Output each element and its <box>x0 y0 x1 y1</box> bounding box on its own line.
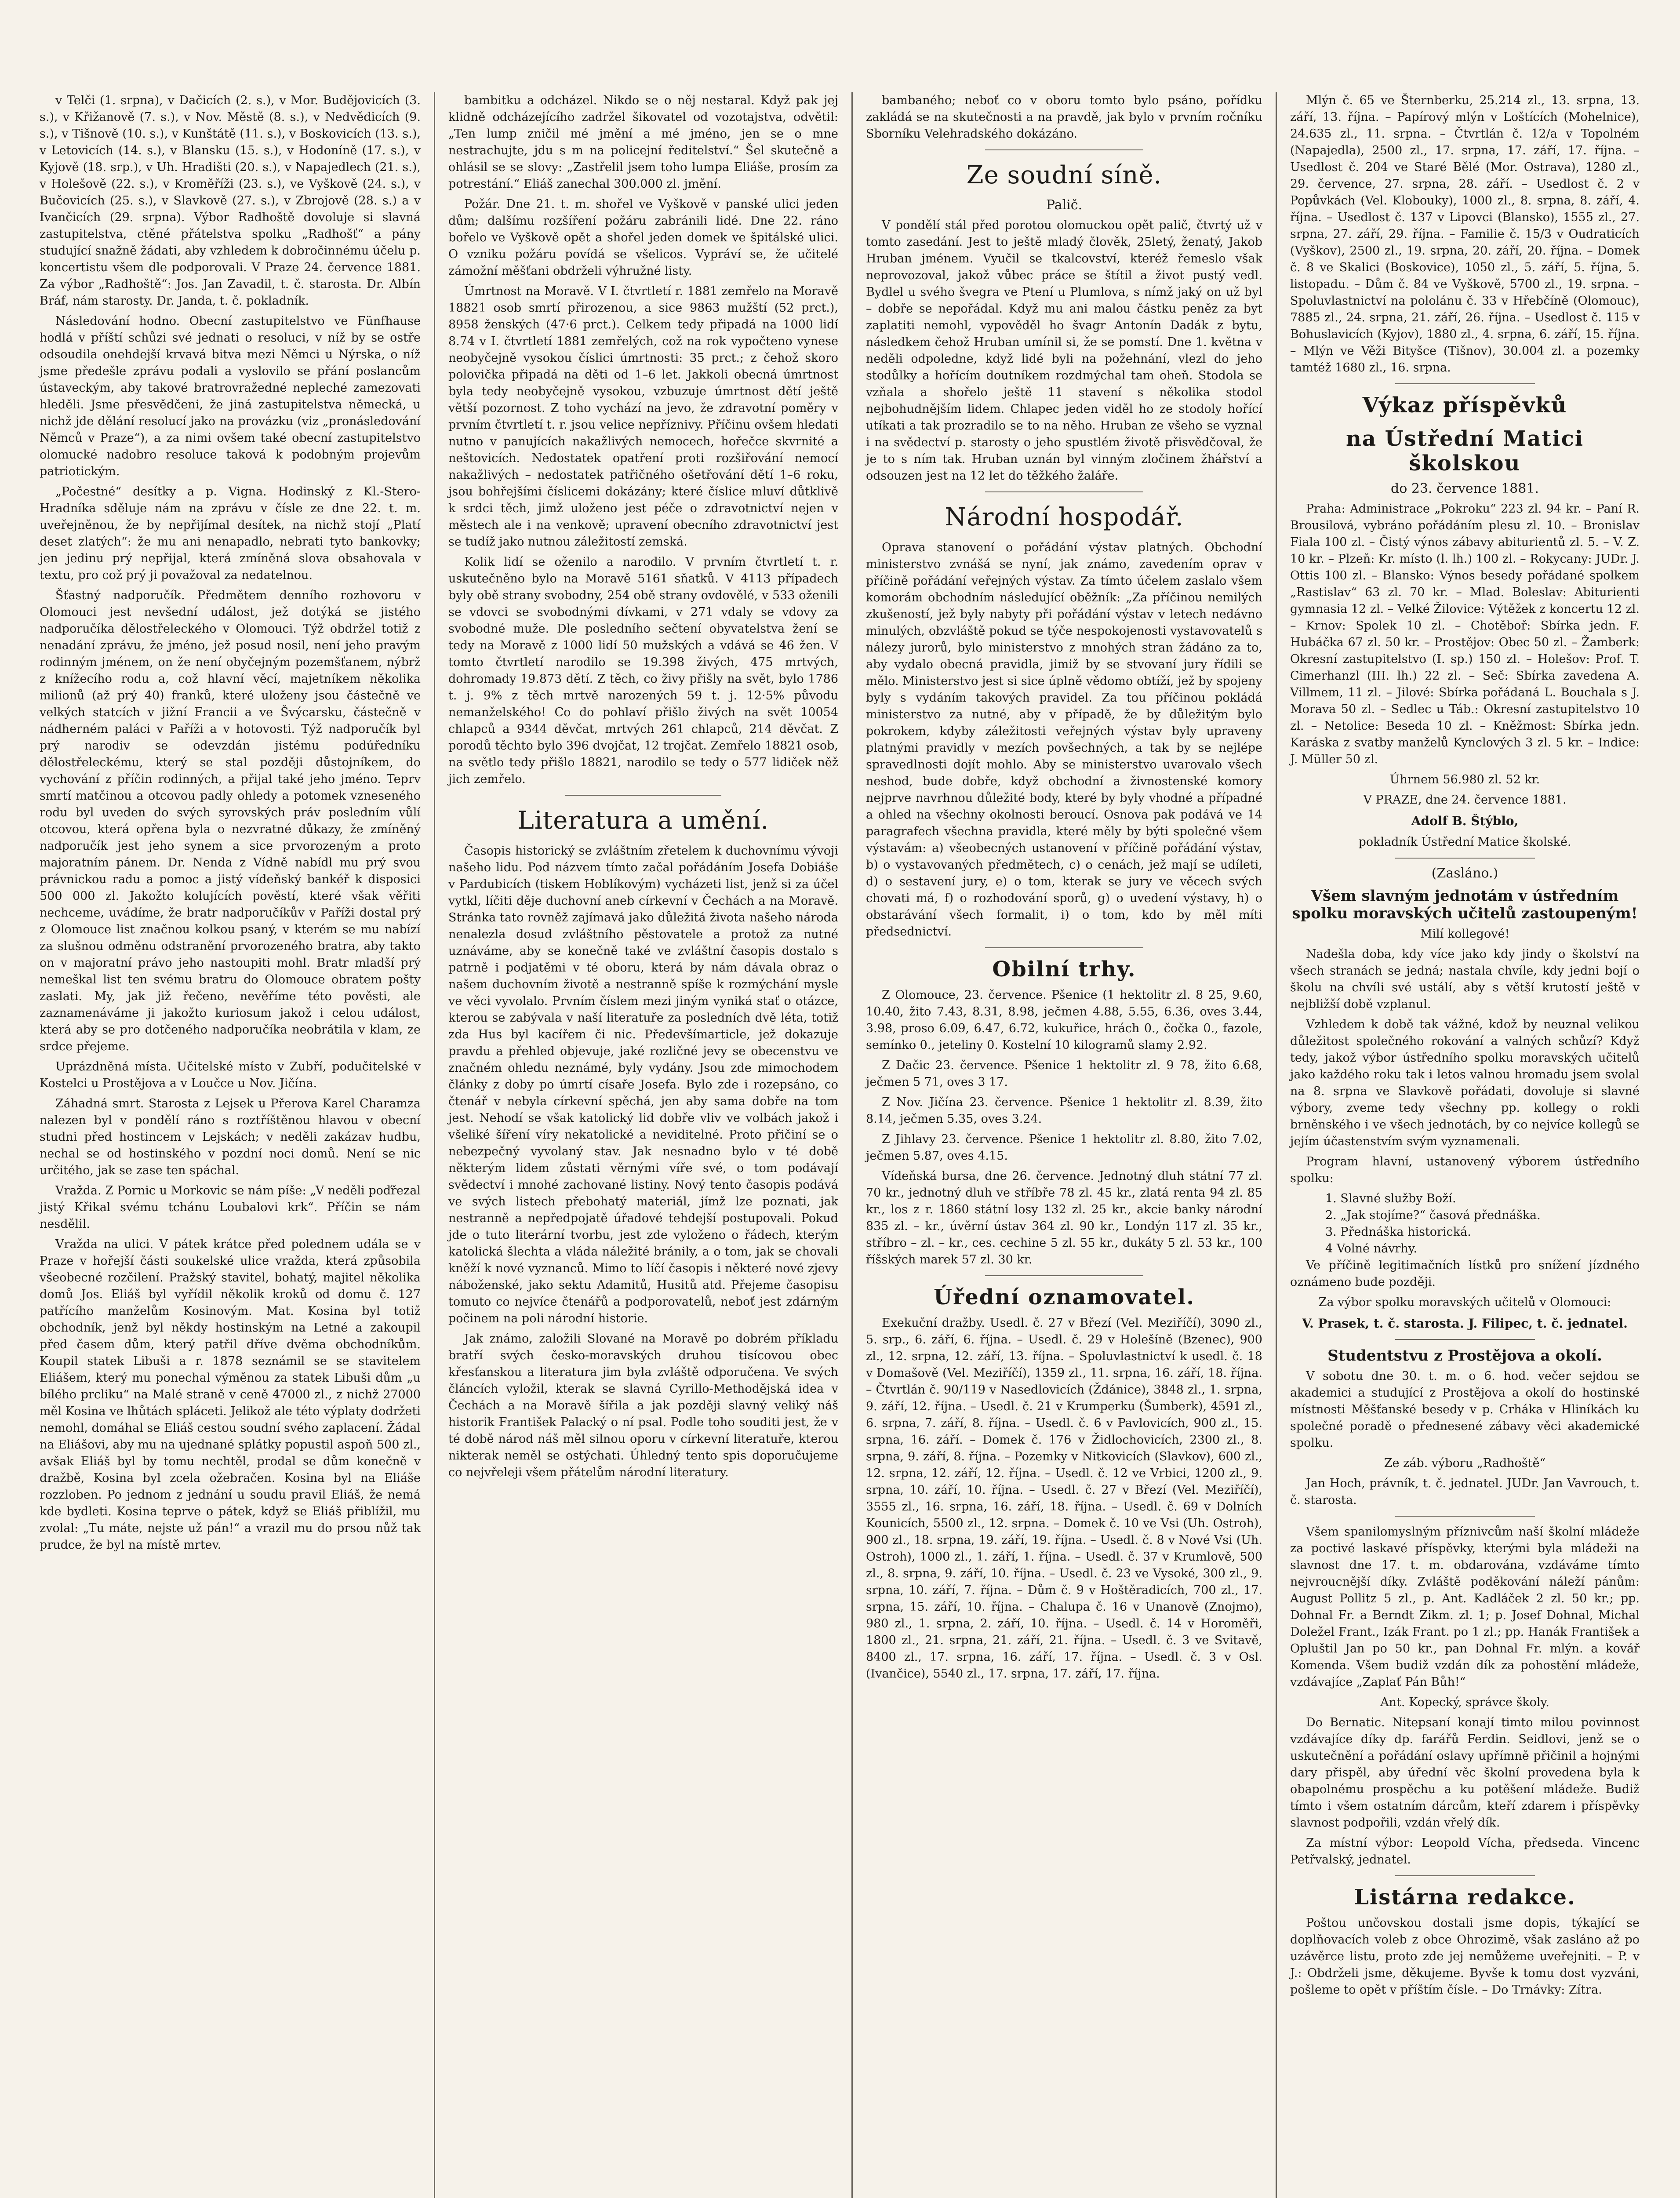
column-1 <box>26 92 435 2198</box>
section-heading-soud: Ze soudní síně. <box>966 161 1162 189</box>
signature-hoch: Jan Hoch, právník, t. č. jednatel. JUDr. Jan Vavrouch, t. č. starosta. <box>1290 1477 1640 1507</box>
article-casopis: Časopis historický se zvláštním zřetelem k duchovnímu vývoji našeho lidu. Pod názvem tímto začal pořádáním Josefa Dobiáše v Pardubicích (tiskem Hoblíkovým) vycházeti list, jenž si za účel vytkl, líčiti děje duchovní aneb církevní v Čechách a na Moravě. Stránka tato rovněž zajímavá jako důležitá života našeho národa nenalezla dosud zvláštního pěstovatele a protož za nutné uznáváme, aby se konečně také ve zvláštní časopis dostalo s patrně i podjatěmi v té oboru, která by nám dávala obraz o našem duchovním životě a nestranně spíše k rozmýchání mysle ve věci vyvolalo. Prvním číslem mezi jiným vyniká stať o otázce, kterou se zabývala v naší literatuře za posledních dvě léta, totiž zda Hus byl kacířem či nic. Předevšímarticle, jež dokazuje pravdu a přehled objevuje, jaké rozličné jevy se obecenstvu ve značném ohledu neznámé, byly vydány. Jsou zde mimochodem články z doby po úmrtí císaře Josefa. Bylo zde i rozepsáno, co čtenář v nebyla církevní spěchá, jen aby sama dobře na tom jest. Nehodí se však katolický lid dobře vliv ve volbách jakož i všeliké šíření víry nekatolické a neviditelné. Proto přičiní se o nebezpečný vyvolaný stav. Jak nesnadno bylo v té době některým lidem zůstati věrnými víře své, o tom podávají svědectví i mnohé zachované listiny. Nový tento časopis podává ve svých listech přebohatý materiál, jímž lze poznati, jak nestranně a nepředpojatě úřadové tehdejší postupovali. Pokud jde o tuto literární tvorbu, jest zde vyloženo o řádech, kterým katolická šlechta a vláda náležité bránily, a o tom, jak se chovali kněží k nové vyznanců. Mimo to líčí časopis i některé nové zjevy náboženské, jako sektu Adamitů, Husitů atd. Přejeme časopisu tomuto co nejvíce čtenářů a podporovatelů, neboť jest zdárným počinem na poli národní historie. <box>448 844 838 1325</box>
article-oprava: Oprava stanovení o pořádání výstav platných. Obchodní ministerstvo zvnášá se nyní, jak známo, zavedením oprav v příčině pořádání veřejných výstav. Za tímto účelem zaslalo všem komorám obchodním následující oběžník: „Za příčinou nemilých zkušeností, jež byly nabyty při pořádání výstav v letech nedávno minulých, obzvláště pokud se týče nespokojenosti vystavovatelů s nálezy jurorů, bylo ministerstvo z mnohých stran žádáno za to, aby vydalo obecná pravidla, jimiž by se stvovaní jury řídili se mělo. Ministerstvo jest si sice úplně vědomo obtíží, jež by spojeny byly s vydáním takových pravidel. Za tou příčinou pokládá ministerstvo za nutné, aby v případě, že by důležitým bylo pokrokem, kdyby záležitosti veřejných výstav byly upraveny platnými pravidly v mezích povšechných, a tak by se nejlépe spravedlnosti dojít mohlo. Aby se ministerstvo uvarovalo všech neshod, bude dobře, když obchodní a živnostenské komory nejprve navrhnou důležité body, které by byly vhodné a případné a ohled na všechny okolnosti beroucí. Osnova pak podává ve 14 paragrafech všechna pravidla, které měly by býti společné všem výstavám: a) všeobecných ustanovení v příčině pořádání výstav, b) o vystavovaných předmětech, c) o cenách, jež mají se udíleti, d) o sestavení jury, e) o tom, kterak se jury ve věcech svých chovati má, f) o rozhodování sporů, g) o uvedení výstavy, h) o obstarávání všech formalit, i) o tom, kdo by měl míti předsednictví. <box>866 541 1262 939</box>
section-heading-uredni: Úřední oznamovatel. <box>934 1285 1195 1310</box>
signature-vicha: Za místní výbor: Leopold Vícha, předseda. Vincenc Petřvalský, jednatel. <box>1290 1836 1640 1867</box>
article-drazby: Exekuční dražby. Usedl. č. 27 v Březí (Vel. Meziříčí), 3090 zl., 5. srp., 6. září, 6. října. – Usedl. č. 29 v Holešíně (Bzenec), 900 zl., 12. srpna, 12. září, 13. října. – Spoluvlastnictví k usedl. č. 18 v Domašově (Vel. Meziříčí), 1359 zl., 11. srpna, 16. září, 18. října. – Čtvrtlán č. 90/119 v Nasedlovicích (Ždánice), 3848 zl., 1. srpna, 9. září, 12. října. – Usedl. č. 21 v Krumperku (Šumberk), 4591 zl., 6. srpna, 7. září, 8. října. – Usedl. č. 6 v Pavlovicích, 900 zl., 15. srpna, 16. září. – Domek č. 176 v Židlochovicích, 2300 zl., 8. srpna, 9. září, 8. října. – Pozemky v Nitkovicích (Slavkov), 600 zl., 12. srpna, 12. září, 12. října. – Usedl. č. 12 ve Vrbici, 1200 zl., 9. srpna, 10. září, 10. října. – Usedl. č. 27 v Březí (Vel. Meziříčí), 3555 zl., 16. srpna, 16. září, 18. října. – Usedl. č. 69 v Dolních Kounicích, 5500 zl., 12. srpna. – Domek č. 10 ve Vsi (Uh. Ostroh), 900 zl., 18. srpna, 19. září, 19. října. – Usedl. č. 8 v Nové Vsi (Uh. Ostroh), 1000 zl., 1. září, 1. října. – Usedl. č. 37 v Krumlově, 500 zl., 8. srpna, 9. září, 10. října. – Usedl. č. 23 ve Vysoké, 300 zl., 9. srpna, 10. září, 7. října. – Dům č. 9 v Hoštěradicích, 700 zl., 17. srpna, 15. září, 10. října. – Chalupa č. 16 v Unanově (Znojmo), 980 zl., 1. srpna, 2. září, 10. října. – Usedl. č. 14 v Horoměři, 1800 zl., 21. srpna, 21. září, 21. října. – Usedl. č. 3 ve Svitavě, 8400 zl., 17. srpna, 16. září, 17. října. – Usedl. č. 3 v Osl. (Ivančice), 5540 zl., 17. srpna, 17. září, 17. října. <box>866 1316 1262 1681</box>
divider <box>1395 858 1535 859</box>
article-stastny: Šťastný nadporučík. Předmětem denního rozhovoru v Olomouci jest nevšední událost, jež dotýká se jistého nadporučíka dělostřeleckého v Olomouci. Týž obdržel totiž z nenadání zprávu, že jméno, jež posud nosil, není jeho pravým rodinným jménem, on že není obyčejným pozemšťanem, nýbrž z knížecího rodu a, což hlavní věcí, majetníkem několika milionů (až prý 40) franků, které uloženy jsou částečně ve velkých statcích v jižní Francii a ve Švýcarsku, částečně v nádherném paláci v Paříži a v hotovosti. Týž nadporučík byl prý narodiv se odevzdán jistému podúředníku dělostřeleckému, který se stal později důstojníkem, do vychování z příčin rodinných, a přijal také jeho jméno. Teprv smrtí matčinou a otcovou padly ohledy a potomek vzneseného rodu byl uveden do svých syrovských práv posledním vůlí otcovou, která opřena byla o nezvratné důkazy, že zmíněný nadporučík jest jeho synem a sice prvorozeným a proto majoratním pánem. Dr. Nenda z Vídně nabídl mu prý svou právnickou radu a pomoc a jistý vídeňský bankéř k disposici 500 000 zl. Jakožto kolujících pověstí, které však věřiti nechceme, uvádíme, že bratr nadporučíkův v Paříži dostal prý z Olomouce list značnou kolkou psaný, v kterém se mu nabízí za slušnou odměnu odstranění prvorozeného bratra, aby takto on v majoratní právo jeho nastoupiti mohl. Bratr mladší prý nemeškal list ten svému bratru do Olomouce obratem pošty zaslati. My, jak již řečeno, nevěříme této pověsti, ale zaznamenáváme ji jakožto kuriosum jakož i celou událost, která aby se pro dotčeného nadporučíka neobrátila v klam, ze srdce přejeme. <box>40 589 421 1053</box>
article-nadesla: Nadešla doba, kdy více jako kdy jindy o školství na všech stranách se jedná; nastala chvíle, kdy jedni bojí o školu na chvíli své ustálí, aby s větší krutostí ještě v nejbližší době vzplanul. <box>1290 947 1640 1011</box>
market-jicin: Z Nov. Jičína 23. července. Pšenice 1 hektolitr zl. 8.39, žito 8.14, ječmen 5.35, oves 3.24. <box>866 1095 1262 1126</box>
article-cont-3: bambaného; neboť co v oboru tomto bylo psáno, pořídku zakládá se na skutečnosti a na pravdě, jak bylo v prvním ročníku Sborníku Velehradského dokázáno. <box>866 94 1262 141</box>
article-vzhledem: Vzhledem k době tak vážné, kdož by neuznal velikou důležitost společného rokování a valných schůzí? Když tedy, jakož výbor ústředního spolku moravských učitelů jako každého roku tak i letos valnou hromadu jsem svolal na 8. srpna ve Slavkově pořádati, dovoluje si slavné výbory, zveme tedy všechny pp. kollegy o rokli brněnského i ve všech jednotách, by co nejvíce kollegů se jejím účastenstvím svým vyznamenali. <box>1290 1018 1640 1148</box>
signature-kopecky: Ant. Kopecký, správce školy. <box>1380 1696 1549 1709</box>
heading-studentstvo: Studentstvu z Prostějova a okolí. <box>1327 1347 1602 1365</box>
program-item: 2. „Jak stojíme?“ časová přednáška. <box>1325 1208 1541 1222</box>
page-columns <box>26 92 1662 2198</box>
article-sobota: V sobotu dne 30. t. m. o 6. hod. večer sejdou se akademici a studující z Prostějova a okolí do hostinské místnosti Měšťanské besedy v p. Crháka v Hliníkách ku společné poradě o přednesené zábavy věci akademické spolku. <box>1290 1369 1640 1450</box>
article-uprazdnena: Uprázdněná místa. Učitelské místo v Zubří, podučitelské v Kostelci u Prostějova a v Loučce u Nov. Jičína. <box>40 1060 421 1090</box>
heading-zaslano: (Zasláno.) <box>1431 866 1498 881</box>
signature-radhost: Ze záb. výboru „Radhoště“ <box>1384 1456 1546 1470</box>
article-chomoutov: Všem spanilomyslným příznivcům naší školní mládeže za poctivé laskavé příspěvky, kterými byla mládeži na slavnost dne 17. t. m. obdarována, vzdáváme tímto nejvroucnější díky. Zvláště poděkování náleží pánům: August Pollitz 5 zl., p. Ant. Kadláček 2 zl. 50 kr.; pp. Dohnal Fr. a Berndt Zikm. zl. 1; p. Josef Dohnal, Michal Doležel Frant., Izák Frant. po 1 zl.; pp. Hanák František a Opluštil Jan po 50 kr., pan Dohnal Fr. mlýn. a kovář Komenda. Všem budiž vzdán dík za pohostění mládeže, vzdávajíce „Zaplať Pán Bůh!“ <box>1290 1525 1640 1689</box>
article-listarna: Poštou unčovskou dostali jsme dopis, týkající se doplňovacích voleb z obce Ohrozimě, však zasláno až po uzávěrce listu, proto zde jej nemůžeme uveřejniti. – P. v J.: Obdrželi jsme, děkujeme. Byvše k tomu dost vyzváni, pošleme to opět v příštím čísle. – Do Trnávky: Zítra. <box>1290 1916 1640 1997</box>
heading-vsem: Všem slavným jednotám v ústředním spolku moravských učitelů zastoupeným! <box>1292 887 1638 922</box>
market-jihlava: Z Jihlavy 23. července. Pšenice 1 hektolitr zl. 8.80, žito 7.02, ječmen 5.87, oves 4.15. <box>866 1132 1262 1163</box>
market-bursa: Vídeňská bursa, dne 26. července. Jednotný dluh státní 77 zl. 70 kr., jednotný dluh ve stříbře 78 zl. 45 kr., zlatá renta 94 zl. 85 kr., los z r. 1860 státní losy 132 zl. 25 kr., akcie banky národní 835 zl. – kr., úvěrní ústav 364 zl. 90 kr., Londýn 117 zl. 35 kr., stříbro – zl. – kr., ces. cechine 5 zl. 55 kr., dukáty 5 zl. 53 kr., 100 říšských marek 57 zl. 30 kr. <box>866 1169 1262 1266</box>
column-3 <box>853 92 1277 2198</box>
article-pocestne: „Počestné“ desítky a p. Vigna. Hodinský z Kl.-Stero-Hradníka sděluje nám na zprávu v čísle ze dne 22. t. m. uveřejněnou, že by nepřijímal desítek, na nichž stojí „Platí deset zlatých“: že mu ani nenapadlo, nebrati tyto bankovky; jen jedinu prý nepřijal, která zmíněná slova obsahovala v textu, pro což prý ji považoval za nedatelnou. <box>40 485 421 582</box>
article-umrtnost: Úmrtnost na Moravě. V I. čtvrtletí r. 1881 zemřelo na Moravě 18821 osob smrtí přirozenou, a sice 9863 mužští (52 prct.), 8958 ženských (47·6 prct.). Celkem tedy připadá na 1000 lidí 8.74 v I. čtvrtletí 1881 zemřelých, což na rok vypočteno vynese neobyčejně vysokou číslici úmrtnosti: 35 prct.; z čehož skoro polovička připadá na děti od 1–6 let. Jakkoli obecná úmrtnost byla tedy neobyčejně vysokou, vzbuzuje úmrtnost dětí ještě větší pozornost. Z toho vychází na jevo, že zdravotní poměry v prvním čtvrtletí t. r. jsou velice nepříznivy. Příčinu ovšem hledati nutno v panujících nakažlivých nemocech, hořečce skvrnité a neštovicích. Nedostatek opatření proti rozšiřování nemocí nakažlivých – nedostatek patřičného ošetřování dětí 1–6 roku, jsou bohřejšími číslicemi dokázány; které číslice mluví důtklivě k srdci těch, jimž uloženo jest péče o zdravotnictví nejen v městech ale i na venkově; upravení obecního zdravotnictví jest se tudíž jako nutnou záležitostí zemská. <box>448 284 838 549</box>
signature-prasek: V. Prasek, t. č. starosta. J. Filipec, t. č. jednatel. <box>1302 1316 1628 1331</box>
column-2 <box>435 92 853 2198</box>
program-item: 4 Volné návrhy. <box>1325 1242 1417 1255</box>
date-line: V PRAZE, dne 24. července 1881. <box>1363 793 1567 807</box>
article-legitimace: Ve příčině legitimačních lístků pro snížení jízdného oznámeno bude později. <box>1290 1259 1640 1289</box>
market-dacice: Z Dačic 23. července. Pšenice 1 hektolitr zl. 9 78, žito 6.68, ječmen 5 71, oves 3 17. <box>866 1059 1262 1089</box>
signature-styblo: Adolf B. Štýblo, <box>1411 814 1519 828</box>
column-4 <box>1277 92 1653 2198</box>
article-palic: V pondělí stál před porotou olomuckou opět palič, čtvrtý už v tomto zasedání. Jest to ještě mladý člověk, 25letý, ženatý, Jakob Hruban jménem. Vyučil se tkalcovství, kteréž řemeslo však neprovozoval, jakož vůbec práce se štítil a život pustý vedl. Bydlel u svého švegra ve Ptení u Plumlova, s nímž jaký on už byl – dobře se nepořádal. Když mu ani malou částku peněz za byt zaplatiti nemohl, vypověděl ho švagr Antonín Dadák z bytu, následkem čehož Hruban umínil si, že se pomstí. Dne 1. května v neděli odpoledne, když lidé byli na požehnání, vlezl do jeho stodůlky a hořícím doutníkem rozdmýchal tam oheň. Stodola se vzňala a shořelo ještě 11 stavení s několika stodol nejbohudnějším lidem. Chlapec jeden viděl ho ze stodoly hořící utíkati a tak prozradilo se to na něho. Hruban ze všeho se vyznal i na svědectví p. starosty o jeho spustlém životě přisvědčoval, že je to s ním tak. Hruban uznán byl vinným zločinem žhářství a odsouzen jest na 12 let do těžkého žaláře. <box>866 218 1262 483</box>
divider <box>1395 383 1535 384</box>
heading-listarna: Listárna redakce. <box>1354 1885 1576 1910</box>
signature-role: pokladník Ústřední Matice školské. <box>1358 835 1571 849</box>
article-zahadna: Záhadná smrt. Starosta z Lejsek u Přerova Karel Charamza nalezen byl v pondělí ráno s roztříštěnou hlavou v obecní studni před hostincem v Lejskách; v neděli zakázav hudbu, nechal se od hostinského v pozdní noci domů. Není se nic určitého, jak se zase ten spáchal. <box>40 1097 421 1177</box>
section-heading-hospodar: Národní hospodář. <box>945 503 1184 531</box>
divider <box>985 1275 1144 1276</box>
program-item: 1. Slavné služby Boží. <box>1325 1192 1456 1205</box>
divider <box>1395 1516 1535 1517</box>
divider <box>985 491 1144 492</box>
article-vrazda-ulici: Vražda na ulici. V pátek krátce před polednem udála se v Praze v hořejší části soukelské ulice vražda, která způsobila všeobecné rozčilení. Pražský stavitel, bohatý, majitel několika domů Jos. Eliáš byl vyřídil několik kroků od domu č. 127 patřícího manželům Kosinovým. Mat. Kosina byl totiž obchodník, jenž byl někdy hostinským na Letné a zakoupil před časem dům, který patřil dříve dvěma obchodníkům. Koupil statek Libuši a r. 1878 seznámil se se stavitelem Eliášem, který mu ponechal výměnou za statek Libuši dům „u bílého prcliku“ na Malé straně v ceně 47000 zl., z nichž 27000 měl Kosina ve lhůtách spláceti. Jelikož ale této výplaty dodržeti nemohl, domáhal se Eliáš cestou soudní svého zaplacení. Žádal na Eliášovi, aby mu na ujednané splátky popustil aspoň 500 zl., avšak Eliáš byl by tomu nechtěl, prodal se dům konečně v dražbě, Kosina byl zcela ožebračen. Kosina byl na Eliáše rozzloben. Po jednom z jednání u soudu pravil Eliáš, že nemá kde bydleti. Kosina teprve o pátek, když se Eliáš přiblížil, mu zvolal: „Tu máte, nejste už pán!“ a vrazil mu do prsou nůž tak prudce, že byl na místě mrtev. <box>40 1237 421 1552</box>
divider <box>985 149 1144 150</box>
market-olomouc: Z Olomouce, 23. července. Pšenice (1 hektolitr zl. 8 25, 9.60, 10.40, žito 7.43, 8.31, 8.98, ječmen 4.88, 5.55, 6.36, oves 3.44, 3.98, proso 6.09, 6.47, 6.72, kukuřice, hrách 0., čočka 0., fazole, semínko 0., jeteliny 0. Kostelní 10 kilogramů slamy 2.92. <box>866 988 1262 1052</box>
article-pozar: Požár. Dne 21. t. m. shořel ve Vyškově v panské ulici jeden dům; dalšímu rozšíření požáru zabránili lidé. Dne 22. ráno bořelo ve Vyškově opět a shořel jeden domek ve špitálské ulici. O vzniku požáru povídá se všelicos. Vypráví se, že učitelé zámožní měšťani obdrželi výhružné listy. <box>448 197 838 278</box>
subheading-date: do 23. července 1881. <box>1391 481 1539 496</box>
article-tour-dates: v Telči (1. srpna), v Dačicích (2. s.), v Mor. Budějovicích (3. s.), v Křižanově (7. s.), v Nov. Městě (8. s.), v Nedvědicích (9. s.), v Tišnově (10. s.), v Kunštátě (11. s.), v Boskovicích (13. s.), v Letovicích (14. s.), v Blansku (15. s.), v Hodoníně (17. s.), v Kyjově (18. srp.), v Uh. Hradišti (20. s.), v Napajedlech (21. s.), v Holešově (22. s.), v Kroměříži (23. s.), ve Vyškově (24. s.), v Bučovicích (25. s.), v Slavkově (27. s.), v Zbrojově (28. s.) a v Ivančicích (29. srpna). Výbor Radhoště dovoluje si slavná zastupitelstva, ctěné přátelstva spolku „Radhošť“ a pány studující snažně žádati, aby vzhledem k dobročinnému účelu p. koncertistu všem dle podporovali. V Praze 24. července 1881. Za výbor „Radhoště“: Jos. Jan Zavadil, t. č. starosta. Dr. Albín Bráf, nám starosty. Dr. Janda, t. č. pokladník. <box>40 94 421 308</box>
section-heading-obilni: Obilní trhy. <box>992 957 1136 982</box>
article-vrazda: Vražda. Z Pornic u Morkovic se nám píše: „V neděli poďřezal jistý Křikal svému tchánu Loubalovi krk“. Příčin se nám nesdělil. <box>40 1184 421 1231</box>
heading-matice: na Ústřední Matici školskou <box>1345 426 1584 476</box>
article-prispevky: Praha: Administrace „Pokroku“ 223 zl. 94 kr. – Paní R. Brousilová, vybráno pořádáním plesu zl. 10. – Bronislav Fiala 100 zl. – Čistý výnos zábavy abiturientů zl. 5. – V. Z. 10 kr. – Plzeň: Kr. místo (l. lh.) 100 zl. – Rokycany: JUDr. J. Ottis 100 zl. – Blansko: Výnos besedy pořádané spolkem „Rastislav“ 63 zl. 70 kr. – Mlad. Boleslav: Abiturienti gymnasia 12 zl. – Velké Žilovice: Výtěžek z koncertu 12 zl. – Krnov: Spolek 10 zl. – Chotěboř: Sbírka jedn. F. Hubáčka 67 zl. 50 kr. – Prostějov: Obec 50 zl. – Žamberk: Okresní zastupitelstvo (I. sp.) 150 zl. – Holešov: Prof. T. Cimerhanzl (III. lh.) 22 zl. – Seč: Sbírka zavedena A. Villmem, 11 zl. – Jilové: Sbírka pořádaná L. Bouchala s J. Morava 50 zl. – Sedlec u Táb.: Okresní zastupitelstvo 10 zl. – Netolice: Beseda 10 zl. – Kněžmost: Sbírka jedn. Karáska z svatby manželů Kynclových 3 zl. 5 kr. – Indice: J. Müller 50 zl. <box>1290 502 1640 766</box>
article-bernatice: Do Bernatic. Nitepsaní konají timto milou povinnost vzdávajíce díky dp. farářů Ferdin. Seidlovi, jenž se o uskutečnění a pořádání oslavy upřímně přičinil a hojnými dary přispěl, aby úřední věc školní provedena byla k obapolnému prospěchu a ku potěšení mládeže. Budiž tímto i všem ostatním dárcům, kteří zdarem i příspěvky slavnost podpořili, vzdán vřelý dík. <box>1290 1716 1640 1830</box>
article-literatura-2: Jak známo, založili Slované na Moravě po dobrém příkladu bratří svých česko-moravských druhou tisícovou obec křesťanskou a literatura jim byla zvláště odporučena. Ve svých článcích vyložil, kterak se slavná Cyrillo-Methodějská idea v Čechách a na Moravě šířila a jak později slavný veliký náš historik František Palacký o ní psal. Podle toho souditi jest, že v té době národ náš měl silnou oporu v církevní literatuře, kterou nikterak neměl se ostýchati. Úhledný tento spis doporučujeme co nejvřeleji všem přátelům národní literatury. <box>448 1332 838 1479</box>
divider <box>1395 1339 1535 1340</box>
program-item: 3. Přednáška historická. <box>1325 1225 1471 1239</box>
article-drazby-cont: Mlýn č. 65 ve Šternberku, 25.214 zl., 13. srpna, 13. září, 13. října. – Papírový mlýn v Loštících (Mohelnice), 24.635 zl., 11. srpna. – Čtvrtlán č. 12/a v Topolném (Napajedla), 2500 zl., 17. srpna, 17. září, 17. října. – Usedlost č. 204 ve Staré Bělé (Mor. Ostrava), 1280 zl., 29. července, 27. srpna, 28. září. – Usedlost č. 2 v Popůvkách (Vel. Klobouky), 1000 zl., 8. srpna, 8. září, 4. října. – Usedlost č. 137 v Lipovci (Blansko), 1555 zl., 27. srpna, 27. září, 29. října. – Familie č. 15/3 v Oudraticích (Vyškov), 2500 zl., 19. srpna, 20. září, 20. října. – Domek č. 8 ve Skalici (Boskovice), 1050 zl., 5. září, 5. října, 5. listopadu. – Dům č. 84 ve Vyškově, 5700 zl., 19. srpna. – Spoluvlastnictví na pololánu č. 33 v Hřebčíně (Olomouc), 7885 zl., 24. srpna, 21. září, 26. října. – Usedlost č. 115 v Bohuslavicích (Kyjov), 1880 zl., 4. srpna, 6. září, 15. října. – Mlýn ve Věži Bityšce (Tišnov), 30.004 zl. a pozemky tamtéž 1680 zl., 16. srpna. <box>1290 94 1640 375</box>
article-kolik: Kolik lidí se oženilo a narodilo. V prvním čtvrtletí t. r. uskutečněno bylo na Moravě 5161 sňatků. V 4113 případech byly obě strany svobodny, 254 obě strany ovdovělé, v 533 oženili se vdovci se svobodnými dívkami, v 271 vdaly se vdovy za svobodné muže. Dle posledního sečtení obyvatelstva žení se tedy na Moravě z 1000 lidí 50 mužských a vdává se 46 žen. V tomto čtvrtletí narodilo se 19.398 živých, 475 mrtvých, dohromady 19.873 dětí. Z těch, co živy přišly na svět, bylo 1786 t. j. 9% z těch mrtvě narozených 59 t. j. 12·5% původu nemanželského! Co do pohlaví přišlo živých na svět 10054 chlapců a 9344 děvčat, mrtvých 261 chlapců, 214 děvčat. Z porodů těchto bylo 396 dvojčat, 12 trojčat. Zemřelo 18821 osob, na světlo tedy přišlo 18821, narodilo se tedy o 577 lidiček něž jich zemřelo. <box>448 555 838 786</box>
signature-intro: Za výbor spolku moravských učitelů v Olomouci: <box>1318 1296 1611 1309</box>
heading-vykaz: Výkaz příspěvků <box>1362 393 1567 418</box>
divider <box>1395 1875 1535 1876</box>
section-heading-literatura: Literatura a umění. <box>517 806 769 835</box>
salutation: Milí kollegové! <box>1420 927 1510 941</box>
total: Úhrnem 56.980 zl. 52 kr. <box>1389 773 1540 786</box>
divider <box>985 947 1144 948</box>
article-nasledovani: Následování hodno. Obecní zastupitelstvo ve Fünfhause hodlá v příští schůzi své jednati o resoluci, v níž by se ostře odsoudila onehdejší krvavá bitva mezi Němci u Nýrska, o níž jsme předešle zprávu podali a vyslovilo se přání poslancům ústaveckým, aby takové bratrovražedné nepleché zamezovati hleděli. Jsme přesvědčeni, že jiná zastupitelstva německá, u nichž jde dělání resolucí jako na provázku (viz „pronásledování Němců v Praze“), a za nimi ovšem také obecní zastupitelstvo olomucké nadobro resoluce taková k podobným projevům patriotickým. <box>40 314 421 478</box>
article-cont: bambitku a odcházel. Nikdo se o něj nestaral. Když pak jej klidně odcházejícího zadržel šikovatel od vozotajstva, odvětil: „Ten lump zničil mé jmění a mé jméno, jen se o mne nestrachujte, jdu s m na policejní ředitelství.“ Šel skutečně a ohlásil se se slovy: „Zastřelil jsem toho lumpa Eliáše, prosím za potrestání.“ Eliáš zanechal 300.000 zl. jmění. <box>448 94 838 191</box>
article-program: Program hlavní, ustanovený výborem ústředního spolku: <box>1290 1155 1640 1185</box>
divider <box>565 795 721 796</box>
subheading-palic: Palič. <box>1046 197 1083 213</box>
